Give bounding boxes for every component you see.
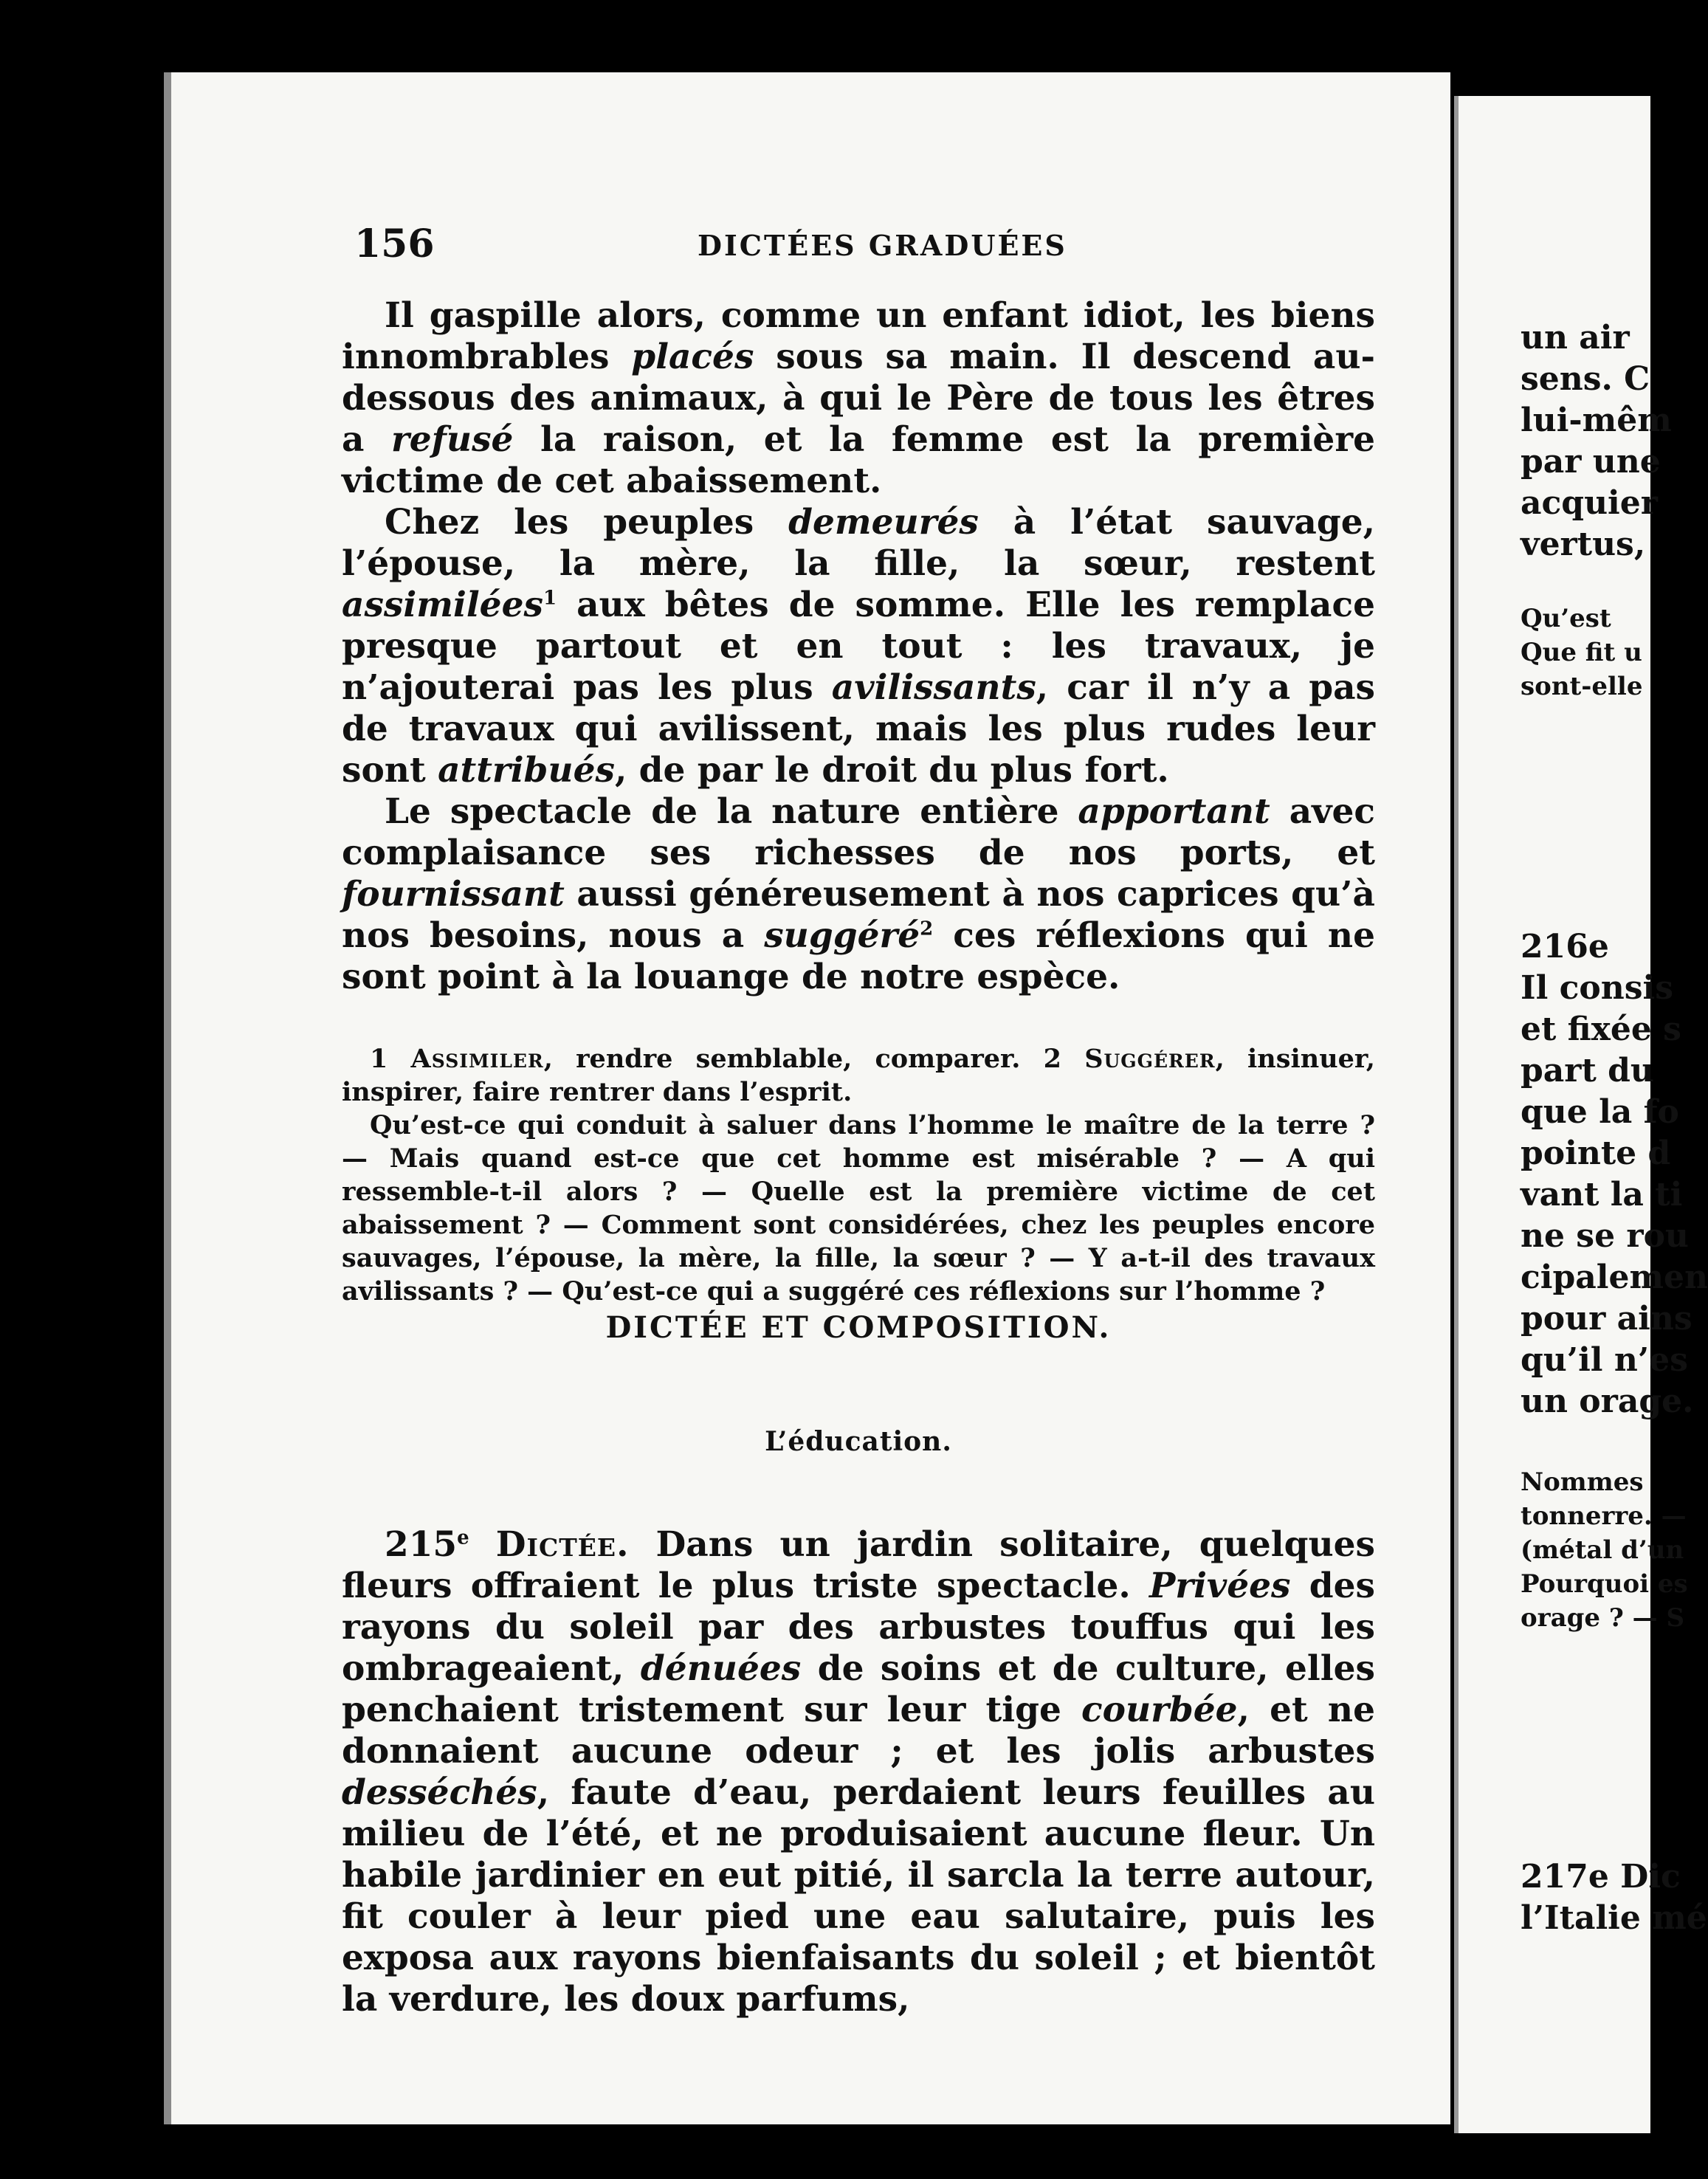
dictee-215: 215e Dictée. Dans un jardin solitaire, quelques fleurs offraient le plus triste spectacle. Privées des rayons du soleil par des arbustes touffus qui les ombrageaient, dénuées de soins et de culture, elles penchaient tristement sur leur tige courbée, et ne donnaient aucune odeur ; et les jolis arbustes desséchés, faute d’eau, perdaient leurs feuilles au milieu de l’été, et ne produisaient aucune fleur. Un habile jardinier en eut pitié, il sarcla la terre autour, fit couler à leur pied une eau salutaire, puis les exposa aux rayons bienfaisants du soleil ; et bientôt la verdure, les doux parfums,: [342, 1524, 1375, 2020]
paragraph-1: Il gaspille alors, comme un enfant idiot, les biens innombrables placés sous sa main. Il descend au-dessous des animaux, à qui le Père de tous les êtres a refusé la raison, et la femme est la première victime de cet abaissement.: [342, 295, 1376, 501]
paragraph-3: Le spectacle de la nature entière apportant avec complaisance ses richesses de nos ports, et fournissant aussi généreusement à nos caprices qu’à nos besoins, nous a suggéré$^2$ ces réflexions qui ne sont point à la louange de notre espèce.: [342, 791, 1375, 997]
section-subheading: L’éducation.: [765, 1426, 952, 1457]
right-page-top: un air sens. C lui-mêm par une acquier vertus,: [1521, 319, 1672, 563]
questions: Qu’est-ce qui conduit à saluer dans l’homme le maître de la terre ? — Mais quand est-ce que cet homme est misérable ? — A qui ressemble-t-il alors ? — Quelle est la première victime de cet abaissement ? — Comment sont considérées, chez les peuples encore sauvages, l’épouse, la mère, la fille, la sœur ? — Y a-t-il des travaux avilissants ? — Qu’est-ce qui a suggéré ces réflexions sur l’homme ?: [342, 1110, 1375, 1307]
paragraph-2: Chez les peuples demeurés à l’état sauvage, l’épouse, la mère, la fille, la sœur, restent assimilées$^1$ aux bêtes de somme. Elle les remplace presque partout et en tout : les travaux, je n’ajouterai pas les plus avilissants, car il n’y a pas de travaux qui avilissent, mais les plus rudes leur sont attribués, de par le droit du plus fort.: [342, 502, 1375, 791]
main-text: [342, 295, 1375, 1308]
right-page-notes: Nommes tonnerre. — (métal d’un Pourquoi es orage ? — S: [1521, 1467, 1688, 1633]
section-heading: DICTÉE ET COMPOSITION.: [605, 1310, 1112, 1345]
footnotes: [342, 1042, 1375, 1308]
right-page-questions: Qu’est Que fit u sont-elle: [1521, 604, 1643, 701]
page-number: 156: [354, 221, 435, 266]
page-header: [354, 221, 1425, 280]
right-page-bottom: 217e Dic l’Italie mé: [1521, 1858, 1707, 1937]
right-page-middle: 216e Il consis et fixée s part du que la fo pointe d vant la ti ne se rou cipalemen pour ains qu’il n’es un orage.: [1521, 928, 1708, 1420]
running-title: DICTÉES GRADUÉES: [698, 229, 1067, 262]
footnote-definitions: 1 Assimiler, rendre semblable, comparer. 2 Suggérer, insinuer, inspirer, faire rentrer dans l’esprit.: [342, 1044, 1375, 1107]
